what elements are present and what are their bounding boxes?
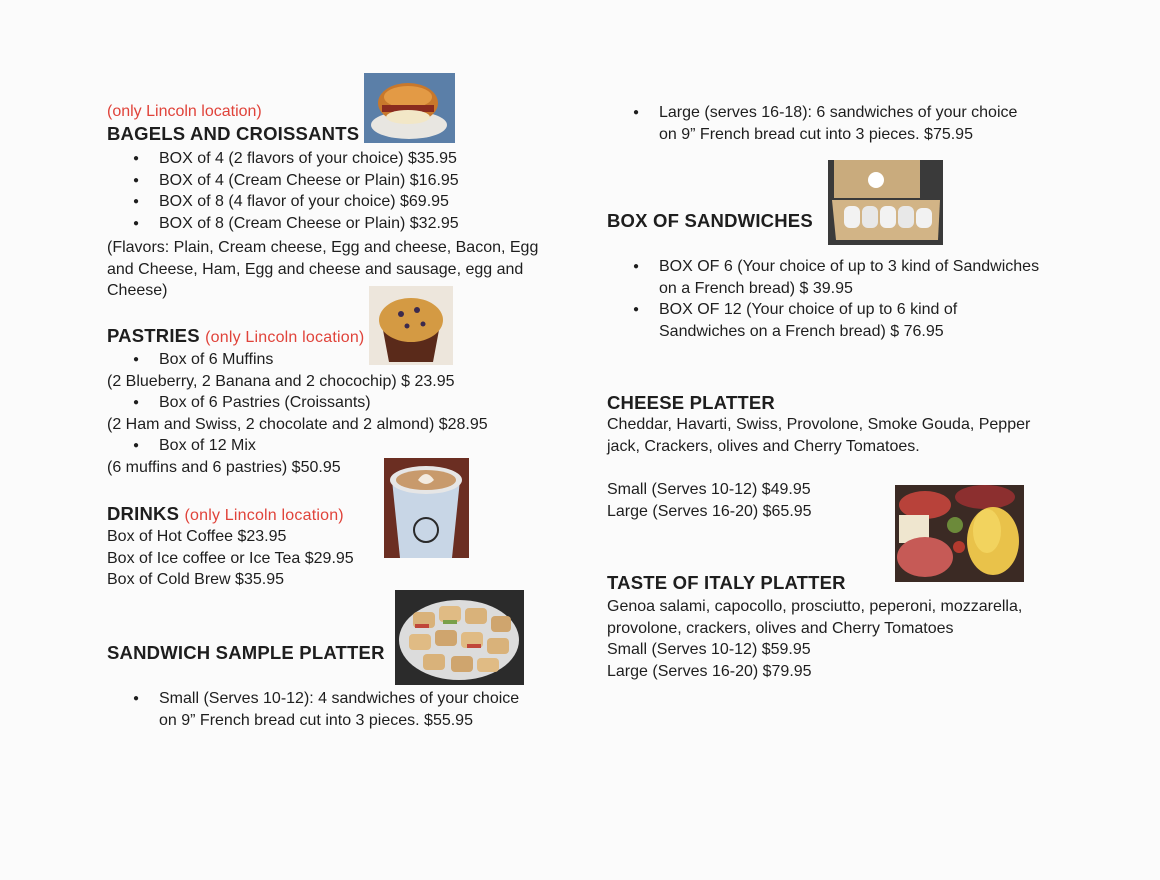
bagels-flavors <box>107 237 538 302</box>
sandwich-box-photo <box>828 160 943 245</box>
list-item-text: BOX of 4 (Cream Cheese or Plain) $16.95 <box>159 171 459 189</box>
list-item <box>107 435 488 457</box>
sandwich-platter-small <box>133 688 519 731</box>
sandwich-platter-large <box>633 102 1017 145</box>
bullet-icon: ● <box>633 107 640 118</box>
list-item-text: BOX of 8 (4 flavor of your choice) $69.95 <box>159 193 449 210</box>
bagels-title: BAGELS AND CROISSANTS <box>107 123 360 144</box>
pastry-detail: (6 muffins and 6 pastries) $50.95 <box>107 458 341 476</box>
pastries-heading <box>107 325 364 347</box>
desc-line: jack, Crackers, olives and Cherry Tomatoes. <box>607 437 920 455</box>
list-item <box>633 102 1017 124</box>
bullet-icon: ● <box>133 196 140 207</box>
drink-line: Box of Ice coffee or Ice Tea $29.95 <box>107 549 354 567</box>
list-item <box>133 170 459 192</box>
sandwich-platter-title: SANDWICH SAMPLE PLATTER <box>107 642 385 663</box>
list-item-text: Sandwiches on a French bread) $ 76.95 <box>659 322 944 340</box>
drink-line: Box of Hot Coffee $23.95 <box>107 528 287 545</box>
price-large: Large (Serves 16-20) $65.95 <box>607 502 812 520</box>
charcuterie-photo <box>895 485 1024 582</box>
price-small: Small (Serves 10-12) $49.95 <box>607 481 811 498</box>
desc-line: Genoa salami, capocollo, prosciutto, peperoni, mozzarella, <box>607 598 1023 615</box>
pastry-detail: (2 Blueberry, 2 Banana and 2 chocochip) $ 23.95 <box>107 372 455 390</box>
box-sandwiches-list <box>633 256 1039 342</box>
bullet-icon: ● <box>133 440 140 451</box>
list-item-text: Box of 6 Muffins <box>159 351 274 368</box>
list-item-text: on a French bread) $ 39.95 <box>659 279 853 297</box>
list-item-text: on 9” French bread cut into 3 pieces. $75.95 <box>659 125 973 143</box>
italy-platter-details <box>607 596 1022 682</box>
list-item <box>107 392 488 414</box>
flavors-line: Cheese) <box>107 282 168 299</box>
list-item-text: on 9” French bread cut into 3 pieces. $55.95 <box>159 711 473 729</box>
list-item-text: Box of 12 Mix <box>159 437 256 454</box>
cheese-platter-desc <box>607 414 1030 457</box>
coffee-cup-photo <box>384 458 469 558</box>
sandwich-platter-photo <box>395 590 524 685</box>
flavors-line: (Flavors: Plain, Cream cheese, Egg and cheese, Bacon, Egg <box>107 239 539 256</box>
bullet-icon: ● <box>133 397 140 408</box>
desc-line: Cheddar, Havarti, Swiss, Provolone, Smoke Gouda, Pepper <box>607 416 1031 433</box>
drinks-list <box>107 526 354 591</box>
pastries-title: PASTRIES <box>107 325 200 346</box>
cheese-platter-prices <box>607 479 812 522</box>
bullet-icon: ● <box>133 217 140 229</box>
bullet-icon: ● <box>633 261 640 272</box>
drinks-title: DRINKS <box>107 503 180 524</box>
pastries-location-note: (only Lincoln location) <box>205 329 365 346</box>
list-item <box>133 213 459 235</box>
flavors-line: and Cheese, Ham, Egg and cheese and sausage, egg and <box>107 260 524 278</box>
drink-line: Box of Cold Brew $35.95 <box>107 571 284 588</box>
bullet-icon: ● <box>633 304 640 315</box>
bullet-icon: ● <box>133 174 140 186</box>
italy-platter-title: TASTE OF ITALY PLATTER <box>607 572 846 593</box>
list-item-text: BOX of 8 (Cream Cheese or Plain) $32.95 <box>159 214 459 232</box>
list-item-text: BOX of 4 (2 flavors of your choice) $35.95 <box>159 150 457 167</box>
list-item <box>133 191 459 213</box>
drinks-location-note: (only Lincoln location) <box>184 507 344 524</box>
drinks-heading <box>107 503 344 525</box>
list-item-text: BOX OF 6 (Your choice of up to 3 kind of Sandwiches <box>659 258 1040 275</box>
price-small: Small (Serves 10-12) $59.95 <box>607 641 811 658</box>
price-large: Large (Serves 16-20) $79.95 <box>607 662 812 680</box>
list-item-text: Small (Serves 10-12): 4 sandwiches of your choice <box>159 690 520 707</box>
cheese-platter-title: CHEESE PLATTER <box>607 392 775 413</box>
list-item-text: BOX OF 12 (Your choice of up to 6 kind of <box>659 301 958 318</box>
list-item <box>133 148 459 170</box>
bullet-icon: ● <box>133 693 140 704</box>
list-item <box>107 349 488 371</box>
bagels-list <box>133 148 459 234</box>
bagels-location-note: (only Lincoln location) <box>107 103 262 120</box>
bullet-icon: ● <box>133 354 140 365</box>
pastry-detail: (2 Ham and Swiss, 2 chocolate and 2 almond) $28.95 <box>107 415 488 433</box>
box-sandwiches-title: BOX OF SANDWICHES <box>607 210 813 231</box>
bagel-croissant-photo <box>364 73 455 143</box>
list-item <box>133 688 519 710</box>
list-item-text: Box of 6 Pastries (Croissants) <box>159 394 371 411</box>
list-item <box>633 256 1039 278</box>
bullet-icon: ● <box>133 153 140 164</box>
list-item-text: Large (serves 16-18): 6 sandwiches of your choice <box>659 104 1018 121</box>
desc-line: provolone, crackers, olives and Cherry Tomatoes <box>607 619 954 637</box>
list-item <box>633 299 1039 321</box>
